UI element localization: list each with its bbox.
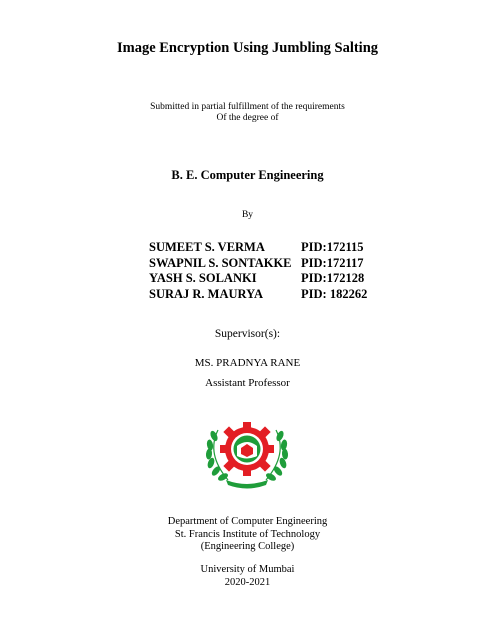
college-type: (Engineering College) xyxy=(200,541,295,552)
page-title: Image Encryption Using Jumbling Salting xyxy=(116,40,379,56)
author-name: YASH S. SOLANKI xyxy=(149,271,257,285)
laurel-left xyxy=(206,430,230,483)
author-pid: PID:172128 xyxy=(301,271,365,285)
supervisor-label: Supervisor(s): xyxy=(214,328,281,340)
author-pid: PID:172117 xyxy=(301,255,364,270)
department-name: Department of Computer Engineering xyxy=(167,516,328,527)
submission-line-1: Submitted in partial fulfillment of the requirements xyxy=(150,102,345,112)
degree-name: B. E. Computer Engineering xyxy=(171,168,324,182)
author-name: SURAJ R. MAURYA xyxy=(149,286,264,301)
author-name: SWAPNIL S. SONTAKKE xyxy=(149,255,292,270)
submission-statement xyxy=(0,102,495,124)
supervisor-role: Assistant Professor xyxy=(205,377,290,389)
institute-name: St. Francis Institute of Technology xyxy=(174,528,321,540)
department-block xyxy=(0,516,495,554)
university-name: University of Mumbai xyxy=(200,564,295,575)
author-pid: PID:172115 xyxy=(301,240,364,254)
submission-line-2: Of the degree of xyxy=(216,113,279,123)
college-emblem-icon xyxy=(204,416,290,490)
author-name: SUMEET S. VERMA xyxy=(149,240,265,254)
academic-year: 2020-2021 xyxy=(224,576,271,588)
laurel-right xyxy=(265,430,289,483)
author-pid: PID: 182262 xyxy=(301,286,368,301)
by-label: By xyxy=(241,210,254,220)
university-block xyxy=(0,564,495,589)
supervisor-name: MS. PRADNYA RANE xyxy=(194,357,301,369)
